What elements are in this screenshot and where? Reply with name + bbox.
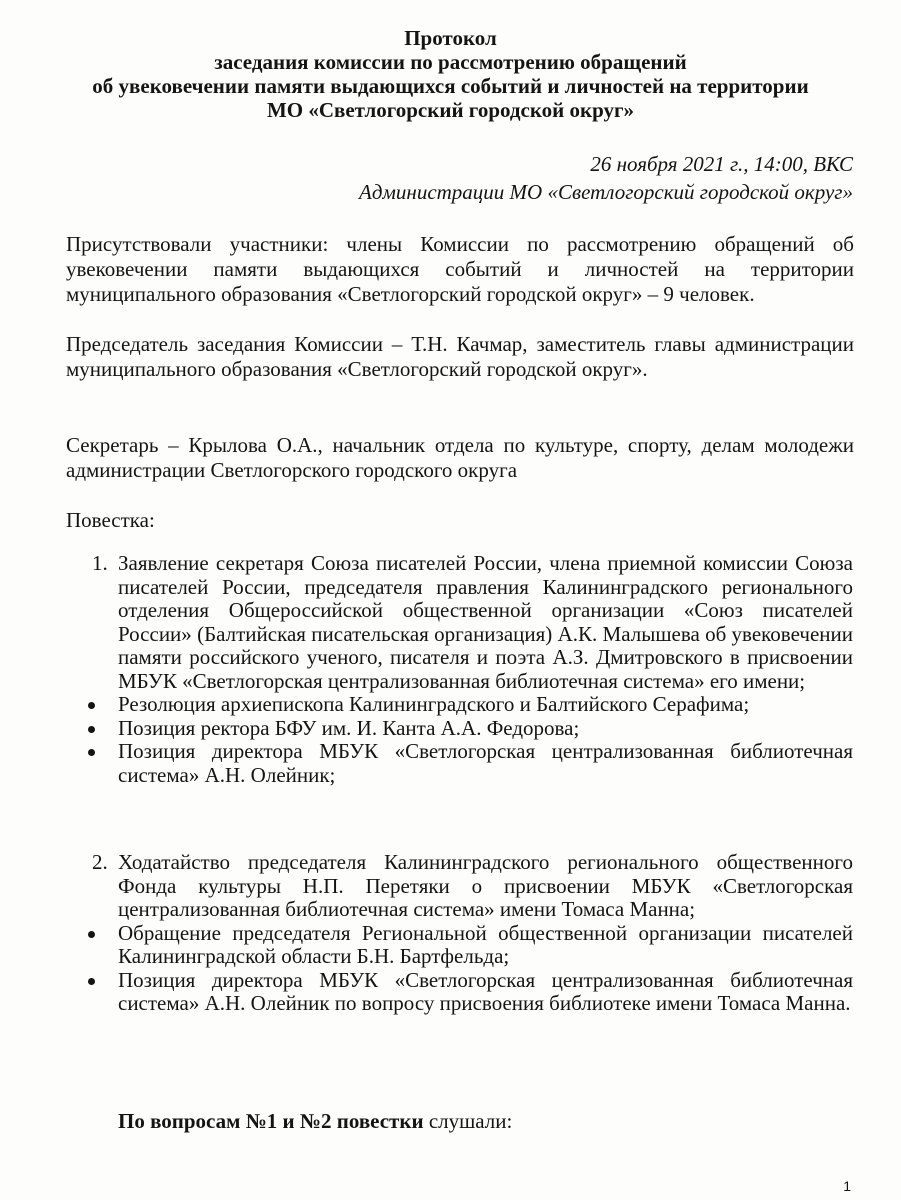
bullet-icon <box>88 978 95 985</box>
agenda-item-text: Заявление секретаря Союза писателей России, члена приемной комиссии Союза писателей России, председателя правления Калининградского регионального отделения Общероссийской общественной организации «Союз писателей России» (Балтийская писательская организация) А.К. Малышева об увековечении памяти российского ученого, писателя и поэта А.З. Дмитровского в присвоении МБУК «Светлогорская централизованная библиотечная система» его имени; <box>118 551 853 693</box>
title-line-3: об увековечении памяти выдающихся событий и личностей на территории <box>92 74 809 98</box>
meeting-place: Администрации МО «Светлогорский городской округ» <box>359 180 853 204</box>
title-line-4: МО «Светлогорский городской округ» <box>266 98 635 122</box>
agenda-subitem-text: Позиция директора МБУК «Светлогорская централизованная библиотечная система» А.Н. Олейник по вопросу присвоения библиотеке имени Томаса Манна. <box>118 967 853 1015</box>
page-number: 1 <box>843 1178 851 1194</box>
agenda-subitem-text: Позиция директора МБУК «Светлогорская централизованная библиотечная система» А.Н. Олейник; <box>118 739 853 787</box>
chairman-paragraph: Председатель заседания Комиссии – Т.Н. Качмар, заместитель главы администрации муниципального образования «Светлогорский городской округ». <box>66 332 854 381</box>
secretary-paragraph: Секретарь – Крылова О.А., начальник отдела по культуре, спорту, делам молодежи администрации Светлогорского городского округа <box>66 433 854 482</box>
bullet-icon <box>88 931 95 938</box>
agenda-subitem <box>118 922 853 969</box>
agenda-subitem-text: Резолюция архиепископа Калининградского и Балтийского Серафима; <box>118 692 750 716</box>
agenda-list-2 <box>92 850 853 1016</box>
closing-line <box>118 1109 512 1134</box>
agenda-item-2 <box>92 850 853 922</box>
agenda-subitem <box>118 717 853 741</box>
bullet-icon <box>88 702 95 709</box>
meeting-date: 26 ноября 2021 г., 14:00, ВКС <box>590 152 853 176</box>
title-line-2: заседания комиссии по рассмотрению обращений <box>214 50 687 74</box>
agenda-list-1 <box>92 551 853 787</box>
document-title <box>40 26 861 122</box>
agenda-item-number: 2. <box>92 850 108 874</box>
agenda-item-number: 1. <box>92 551 108 575</box>
bullet-icon <box>88 726 95 733</box>
agenda-item-text: Ходатайство председателя Калининградского регионального общественного Фонда культуры Н.П. Перетяки о присвоении МБУК «Светлогорская централизованная библиотечная система» имени Томаса Манна; <box>118 850 853 921</box>
title-line-1: Протокол <box>404 26 497 50</box>
closing-bold: По вопросам №1 и №2 повестки <box>118 1109 424 1133</box>
agenda-subitem <box>118 740 853 787</box>
participants-paragraph: Присутствовали участники: члены Комиссии по рассмотрению обращений об увековечении памяти выдающихся событий и личностей на территории муниципального образования «Светлогорский городской округ» – 9 человек. <box>66 232 854 306</box>
bullet-icon <box>88 749 95 756</box>
agenda-subitem-text: Обращение председателя Региональной общественной организации писателей Калининградской области Б.Н. Бартфельда; <box>118 920 853 968</box>
agenda-item-1 <box>92 551 853 693</box>
agenda-subitem-text: Позиция ректора БФУ им. И. Канта А.А. Федорова; <box>118 715 580 740</box>
closing-rest: слушали: <box>423 1109 513 1133</box>
meeting-meta <box>359 150 853 206</box>
agenda-subitem <box>118 693 853 717</box>
agenda-subitem <box>118 969 853 1016</box>
agenda-label: Повестка: <box>66 508 155 532</box>
